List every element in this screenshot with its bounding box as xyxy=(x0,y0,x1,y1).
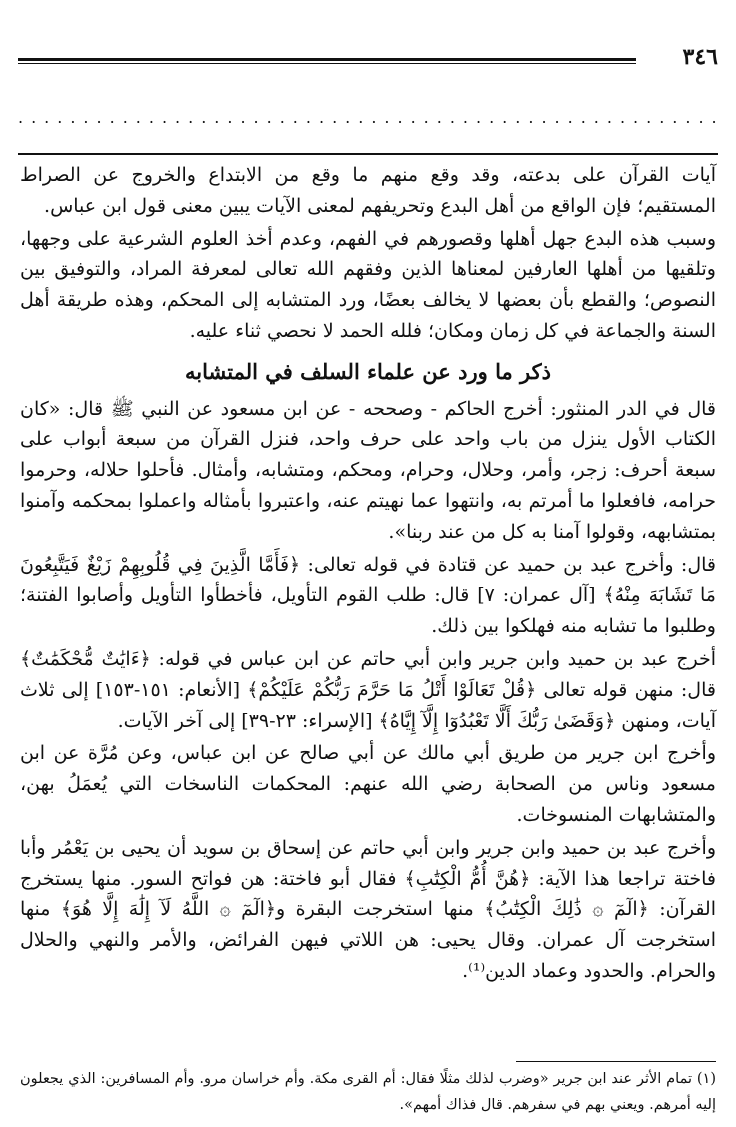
footnote-text: (١) تمام الأثر عند ابن جرير «وضرب لذلك مثلًا فقال: أم القرى مكة. وأم خراسان مرو. وأم المسافرين: الذي يجعلون إليه أمرهم. ويعني بهم في سفرهم. قال فذاك أمهم». xyxy=(20,1071,716,1113)
page-body xyxy=(20,160,716,987)
dotted-separator: ...................................................... xyxy=(18,108,725,127)
page-number: ٣٤٦ xyxy=(682,44,718,70)
section-paragraph-4: وأخرج ابن جرير من طريق أبي مالك عن أبي صالح عن ابن عباس، وعن مُرَّة عن ابن مسعود وناس من الصحابة رضي الله عنهم: المحكمات الناسخات التي يُعمَلُ بهن، والمتشابهات المنسوخات. xyxy=(20,742,716,826)
footnote-rule xyxy=(516,1061,716,1062)
section-paragraph-2: قال: وأخرج عبد بن حميد عن قتادة في قوله تعالى: ﴿فَأَمَّا الَّذِينَ فِي قُلُوبِهِمْ زَيْغٌ فَيَتَّبِعُونَ مَا تَشَابَهَ مِنْهُ﴾ [آل عمران: ٧] قال: طلب القوم التأويل، فأخطأوا التأويل وأصابوا الفتنة؛ وطلبوا ما تشابه منه فهلكوا بين ذلك. xyxy=(20,553,716,638)
top-divider xyxy=(18,153,718,155)
paragraph-2: وسبب هذه البدع جهل أهلها وقصورهم في الفهم، وعدم أخذ العلوم الشرعية على وجهها، وتلقيها من أهلها العارفين لمعناها الذين وفقهم الله تعالى لمعرفة المراد، والتوفيق بين النصوص؛ والقطع بأن بعضها لا يخالف بعضًا، ورد المتشابه إلى المحكم، وهذه طريقة أهل السنة والجماعة في كل زمان ومكان؛ فلله الحمد لا نحصي ثناء عليه. xyxy=(20,227,716,342)
paragraph-1: آيات القرآن على بدعته، وقد وقع منهم ما وقع من الابتداع والخروج عن الصراط المستقيم؛ فإن الواقع من أهل البدع وتحريفهم لمعنى الآيات يبين معنى قول ابن عباس. xyxy=(20,164,716,217)
footnote xyxy=(20,1066,716,1118)
page-header xyxy=(18,44,718,74)
section-title: ذكر ما ورد عن علماء السلف في المتشابه xyxy=(185,358,551,384)
section-paragraph-1: قال في الدر المنثور: أخرج الحاكم - وصححه - عن ابن مسعود عن النبي ﷺ قال: «كان الكتاب الأول ينزل من باب واحد على حرف واحد، فنزل القرآن من سبعة أبواب على سبعة أحرف: زجر، وأمر، وحلال، وحرام، ومحكم، ومتشابه، وأمثال. فأحلوا حلاله، وحرموا حرامه، فافعلوا ما أمرتم به، وانتهوا عما نهيتم عنه، واعتبروا بأمثاله واعملوا بمحكمه وآمنوا بمتشابهه، وقولوا آمنا به كل من عند ربنا». xyxy=(20,397,716,543)
header-rule xyxy=(18,58,636,64)
section-paragraph-3: أخرج عبد بن حميد وابن جرير وابن أبي حاتم عن ابن عباس في قوله: ﴿ءَايَٰتٌ مُّحْكَمَٰتٌ﴾ قال: منهن قوله تعالى ﴿قُلْ تَعَالَوْا أَتْلُ مَا حَرَّمَ رَبُّكُمْ عَلَيْكُمْ﴾ [الأنعام: ١٥١-١٥٣] إلى ثلاث آيات، ومنهن ﴿وَقَضَىٰ رَبُّكَ أَلَّا تَعْبُدُوٓا إِلَّآ إِيَّاهُ﴾ [الإسراء: ٢٣-٣٩] إلى آخر الآيات. xyxy=(20,647,716,732)
section-paragraph-5: وأخرج عبد بن حميد وابن جرير وابن أبي حاتم عن إسحاق بن سويد أن يحيى بن يَعْمُر وأبا فاختة تراجعا هذا الآية: ﴿هُنَّ أُمُّ الْكِتَٰبِ﴾ فقال أبو فاختة: هن فواتح السور. منها يستخرج القرآن: ﴿الٓمٓ ۞ ذَٰلِكَ الْكِتَٰبُ﴾ منها استخرجت البقرة و﴿الٓمٓ ۞ اللَّهُ لَآ إِلَٰهَ إِلَّا هُوَ﴾ منها استخرجت آل عمران. وقال يحيى: هن اللاتي فيهن الفرائض، والأمر والنهي والحلال والحرام. والحدود وعماد الدين⁽¹⁾. xyxy=(20,836,716,982)
